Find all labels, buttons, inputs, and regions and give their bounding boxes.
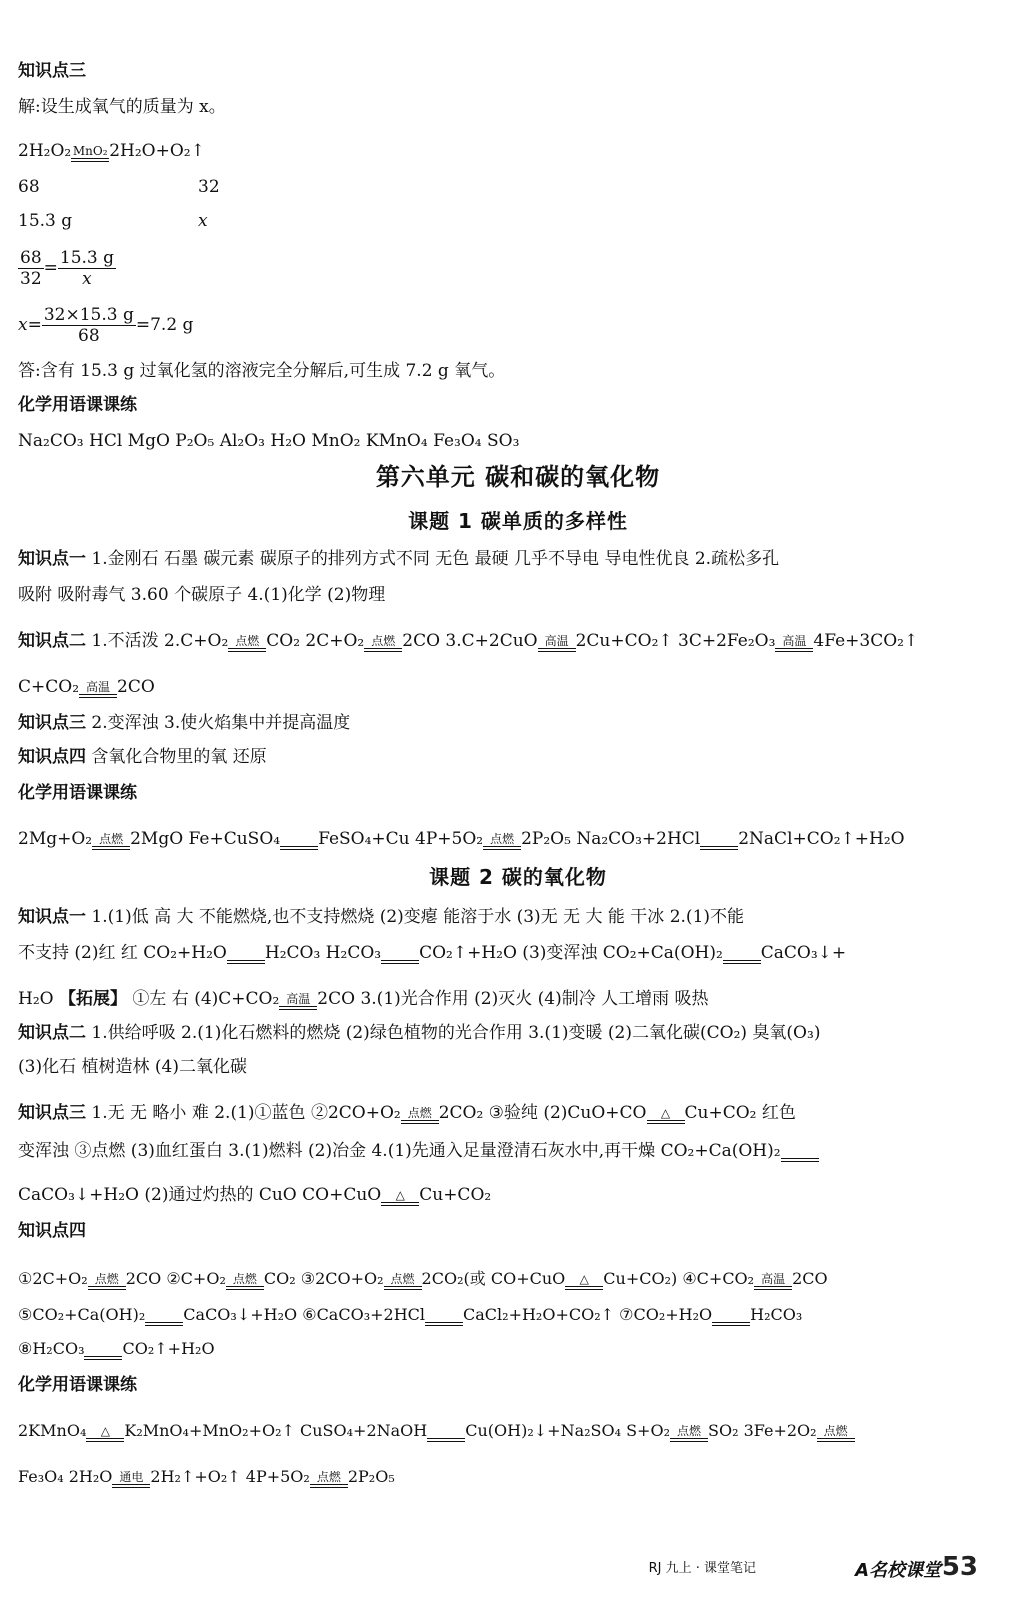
lesson2-k2-line1: 知识点二 1.供给呼吸 2.(1)化石燃料的燃烧 (2)绿色植物的光合作用 3.(1)变暖 (2)二氧化碳(CO₂) 臭氧(O₃) (18, 1023, 821, 1043)
unit-title: 第六单元 碳和碳的氧化物 (375, 463, 661, 491)
x-calculation: x= $\frac{32\times 15.3 g}{68}$ =7.2 g (18, 305, 194, 346)
lesson2-practice-line1: 2KMnO₄ △ K₂MnO₄+MnO₂+O₂↑ CuSO₄+2NaOH Cu(OH)₂↓+Na₂SO₄ S+O₂ 点燃 SO₂ 3Fe+2O₂ 点燃 (18, 1418, 855, 1444)
lesson2-practice-heading: 化学用语课课练 (18, 1375, 137, 1395)
mass-ratio-row-2: 32 (198, 177, 220, 197)
lesson2-practice-line2: Fe₃O₄ 2H₂O 通电 2H₂↑+O₂↑ 4P+5O₂ 点燃 2P₂O₅ (18, 1467, 395, 1486)
given-row: 15.3 g (18, 211, 73, 231)
lesson1-title: 课题 1 碳单质的多样性 (408, 509, 628, 533)
lesson2-k3-line1: 知识点三 1.无 无 略小 难 2.(1)①蓝色 ②2CO+O₂ 点燃 2CO₂ ③验纯 (2)CuO+CO △ Cu+CO₂ 红色 (18, 1103, 796, 1123)
practice-heading: 化学用语课课练 (18, 395, 137, 415)
lesson1-k2-line2: C+CO₂ 高温 2CO (18, 677, 155, 697)
lesson2-k1-line2: 不支持 (2)红 红 CO₂+H₂O H₂CO₃ H₂CO₃ CO₂↑+H₂O (3)变浑浊 CO₂+Ca(OH)₂ CaCO₃↓+ (18, 943, 847, 963)
brand-logo: A名校课堂 (855, 1560, 941, 1581)
lesson2-k1-line3: H₂O 【拓展】 ①左 右 (4)C+CO₂ 高温 2CO 3.(1)光合作用 (2)灭火 (4)制冷 人工增雨 吸热 (18, 989, 709, 1009)
lesson1-practice: 2Mg+O₂ 点燃 2MgO Fe+CuSO₄ FeSO₄+Cu 4P+5O₂ 点燃 2P₂O₅ Na₂CO₃+2HCl 2NaCl+CO₂↑+H₂O (18, 829, 905, 849)
lesson2-k4-line1: ①2C+O₂ 点燃 2CO ②C+O₂ 点燃 CO₂ ③2CO+O₂ 点燃 2CO₂(或 CO+CuO △ Cu+CO₂) ④C+CO₂ 高温 2CO (18, 1269, 828, 1288)
lesson2-title: 课题 2 碳的氧化物 (429, 865, 607, 889)
lesson1-k2-line1: 知识点二 1.不活泼 2.C+O₂ 点燃 CO₂ 2C+O₂ 点燃 2CO 3.C+2CuO 高温 2Cu+CO₂↑ 3C+2Fe₂O₃ 高温 4Fe+3CO₂↑ (18, 631, 919, 651)
lesson2-k1-line1: 知识点一 1.(1)低 高 大 不能燃烧,也不支持燃烧 (2)变瘪 能溶于水 (3)无 无 大 能 干冰 2.(1)不能 (18, 907, 745, 927)
section-heading: 知识点三 (18, 61, 86, 81)
lesson2-k4-line3: ⑧H₂CO₃ CO₂↑+H₂O (18, 1339, 215, 1358)
mass-ratio-row: 68 (18, 177, 40, 197)
footer-text: RJ 九上 · 课堂笔记 (648, 1561, 756, 1576)
proportion: $\frac{68}{32}$ = $\frac{15.3 g}{x}$ (20, 248, 115, 289)
lesson2-k3-line2: 变浑浊 ③点燃 (3)血红蛋白 3.(1)燃料 (2)冶金 4.(1)先通入足量澄清石灰水中,再干燥 CO₂+Ca(OH)₂ (18, 1138, 819, 1164)
lesson1-k4: 知识点四 含氧化合物里的氧 还原 (18, 747, 267, 767)
lesson1-practice-heading: 化学用语课课练 (18, 783, 137, 803)
page-number: 53 (941, 1552, 978, 1582)
lesson1-k3: 知识点三 2.变浑浊 3.使火焰集中并提高温度 (18, 713, 351, 733)
given-row-x: x (198, 211, 208, 231)
answer: 答:含有 15.3 g 过氧化氢的溶液完全分解后,可生成 7.2 g 氧气。 (18, 361, 506, 381)
practice-formulas: Na₂CO₃ HCl MgO P₂O₅ Al₂O₃ H₂O MnO₂ KMnO₄ Fe₃O₄ SO₃ (18, 431, 520, 451)
lesson1-k1-line1: 知识点一 1.金刚石 石墨 碳元素 碳原子的排列方式不同 无色 最硬 几乎不导电 导电性优良 2.疏松多孔 (18, 549, 780, 569)
lesson2-k2-line2: (3)化石 植树造林 (4)二氧化碳 (18, 1057, 247, 1077)
lesson2-k4-line2: ⑤CO₂+Ca(OH)₂ CaCO₃↓+H₂O ⑥CaCO₃+2HCl CaCl₂+H₂O+CO₂↑ ⑦CO₂+H₂O H₂CO₃ (18, 1305, 803, 1324)
lesson2-k4-heading: 知识点四 (18, 1221, 86, 1241)
solution-intro: 解:设生成氧气的质量为 x。 (18, 97, 226, 117)
lesson2-k3-line3: CaCO₃↓+H₂O (2)通过灼热的 CuO CO+CuO △ Cu+CO₂ (18, 1185, 492, 1205)
equation-h2o2: 2H₂O₂ MnO₂ 2H₂O+O₂↑ (18, 141, 205, 161)
lesson1-k1-line2: 吸附 吸附毒气 3.60 个碳原子 4.(1)化学 (2)物理 (18, 585, 386, 605)
